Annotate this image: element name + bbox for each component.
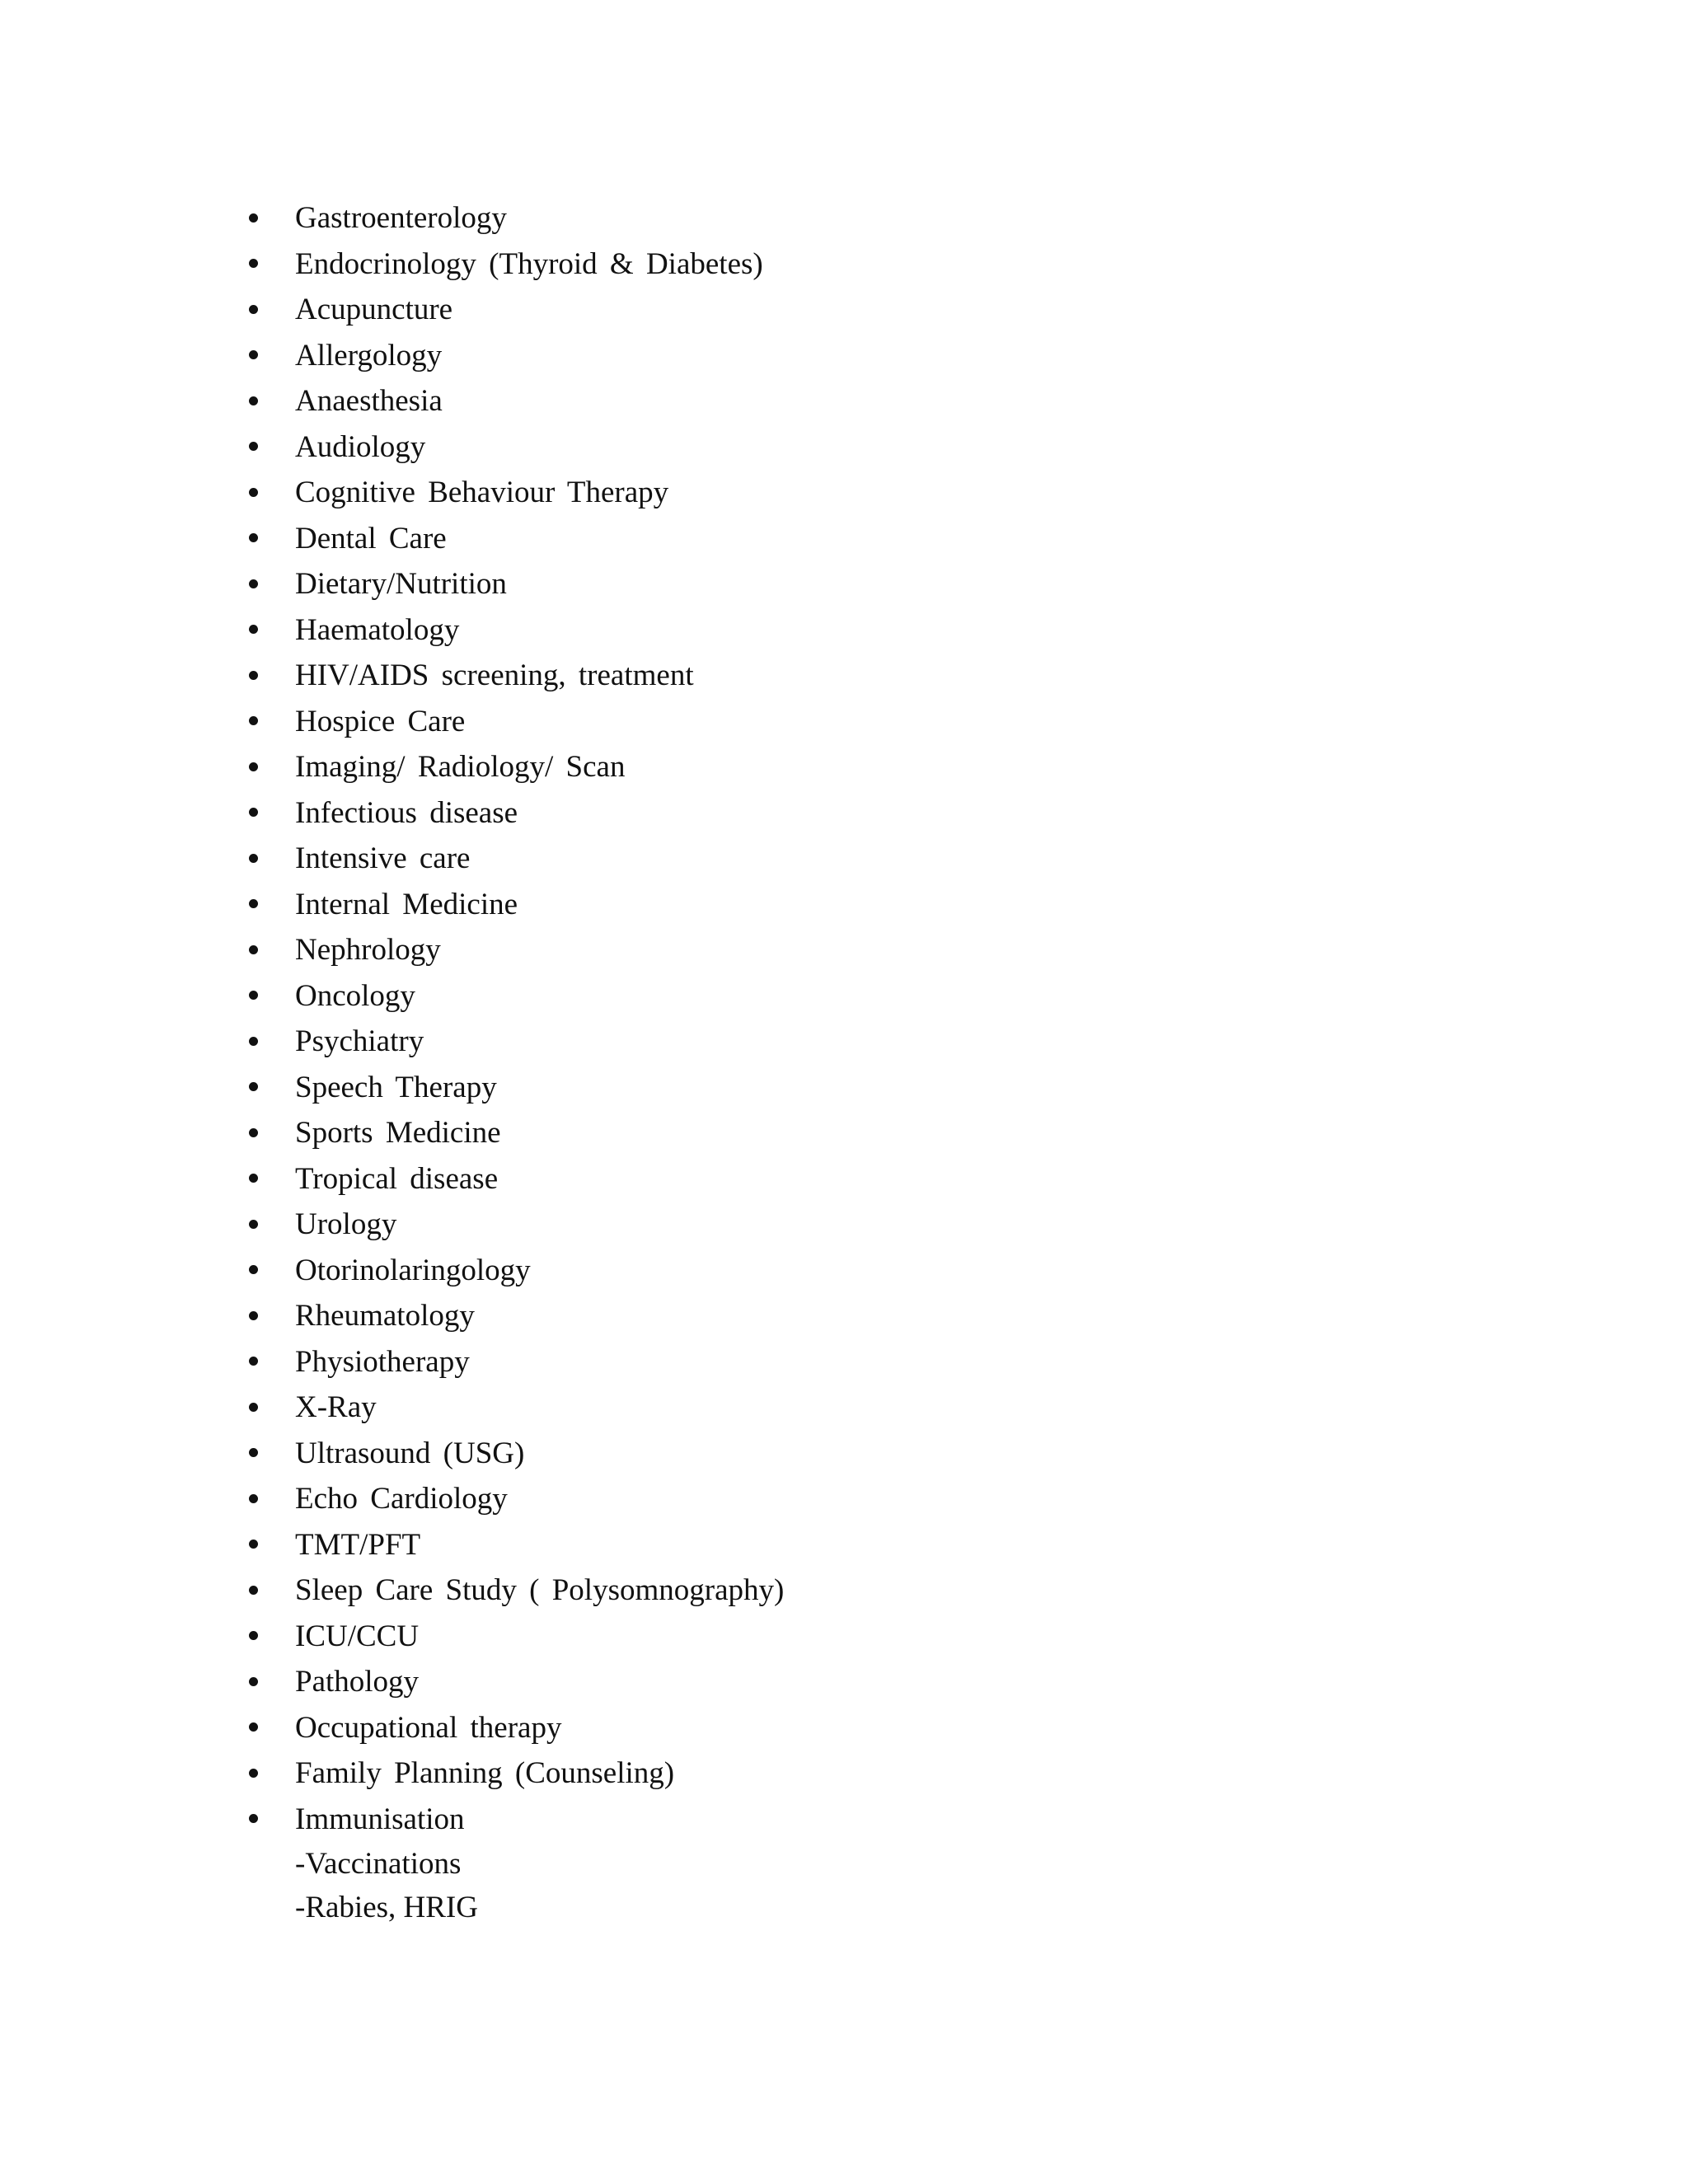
list-item xyxy=(241,1431,784,1477)
service-label: Urology xyxy=(295,1207,397,1241)
service-label: Dietary/Nutrition xyxy=(295,567,507,601)
list-item xyxy=(241,790,784,837)
bullet-icon xyxy=(249,671,258,680)
list-item xyxy=(241,1248,784,1294)
service-label: Otorinolaringology xyxy=(295,1253,531,1287)
service-label: Hospice Care xyxy=(295,704,466,738)
service-label: Physiotherapy xyxy=(295,1344,470,1379)
bullet-icon xyxy=(249,533,258,542)
sub-list-item: -Vaccinations xyxy=(295,1847,462,1881)
bullet-icon xyxy=(249,213,258,223)
list-item xyxy=(241,1156,784,1202)
bullet-icon xyxy=(249,579,258,588)
list-item xyxy=(241,516,784,562)
list-item xyxy=(241,333,784,379)
bullet-icon xyxy=(249,1814,258,1823)
bullet-icon xyxy=(249,1128,258,1137)
service-label: Acupuncture xyxy=(295,293,453,326)
list-item xyxy=(241,1750,784,1797)
bullet-icon xyxy=(249,1403,258,1412)
list-item xyxy=(241,378,784,424)
bullet-icon xyxy=(249,1769,258,1778)
bullet-icon xyxy=(249,350,258,359)
list-item xyxy=(241,653,784,699)
list-item xyxy=(241,470,784,516)
bullet-icon xyxy=(249,762,258,771)
service-label: Pathology xyxy=(295,1665,420,1699)
service-label: Imaging/ Radiology/ Scan xyxy=(295,750,626,784)
bullet-icon xyxy=(249,1540,258,1549)
service-label: Allergology xyxy=(295,338,443,373)
service-label: Infectious disease xyxy=(295,795,518,830)
list-item xyxy=(241,1339,784,1385)
service-label: Immunisation xyxy=(295,1802,465,1836)
list-item xyxy=(241,1522,784,1568)
service-label: Sleep Care Study ( Polysomnography) xyxy=(295,1573,785,1607)
service-label: Ultrasound (USG) xyxy=(295,1436,525,1470)
list-item xyxy=(241,561,784,607)
bullet-icon xyxy=(249,396,258,405)
service-label: Family Planning (Counseling) xyxy=(295,1756,675,1790)
service-label: X-Ray xyxy=(295,1390,377,1424)
bullet-icon xyxy=(249,1677,258,1686)
bullet-icon xyxy=(249,991,258,1000)
service-label: ICU/CCU xyxy=(295,1619,420,1653)
list-item xyxy=(241,836,784,882)
list-item xyxy=(241,1019,784,1065)
service-label: Endocrinology (Thyroid & Diabetes) xyxy=(295,246,763,281)
bullet-icon xyxy=(249,259,258,268)
list-item xyxy=(241,1293,784,1339)
service-label: Internal Medicine xyxy=(295,887,518,921)
list-item xyxy=(241,1110,784,1156)
service-label: Tropical disease xyxy=(295,1161,499,1196)
list-item xyxy=(241,882,784,928)
service-label: Oncology xyxy=(295,978,415,1013)
bullet-icon xyxy=(249,1174,258,1183)
bullet-icon xyxy=(249,1586,258,1595)
list-item xyxy=(241,973,784,1019)
list-item xyxy=(241,1065,784,1111)
service-label: Dental Care xyxy=(295,521,447,555)
services-list xyxy=(241,195,784,1842)
service-label: Rheumatology xyxy=(295,1299,475,1333)
service-label: TMT/PFT xyxy=(295,1527,421,1562)
list-item xyxy=(241,1202,784,1248)
service-label: Psychiatry xyxy=(295,1024,424,1058)
service-label: Occupational therapy xyxy=(295,1710,562,1745)
service-label: Anaesthesia xyxy=(295,384,443,418)
list-item xyxy=(241,1385,784,1431)
service-label: Sports Medicine xyxy=(295,1116,501,1150)
service-label: Audiology xyxy=(295,429,426,464)
list-item xyxy=(241,699,784,745)
bullet-icon xyxy=(249,808,258,817)
bullet-icon xyxy=(249,1631,258,1640)
service-label: Haematology xyxy=(295,612,460,647)
bullet-icon xyxy=(249,1494,258,1503)
list-item xyxy=(241,1568,784,1614)
bullet-icon xyxy=(249,1311,258,1320)
bullet-icon xyxy=(249,1448,258,1457)
list-item xyxy=(241,1659,784,1705)
list-item xyxy=(241,424,784,471)
service-label: Speech Therapy xyxy=(295,1070,497,1104)
service-label: Intensive care xyxy=(295,841,471,875)
list-item xyxy=(241,241,784,288)
list-item xyxy=(241,195,784,241)
bullet-icon xyxy=(249,305,258,314)
bullet-icon xyxy=(249,1722,258,1732)
list-item xyxy=(241,744,784,790)
bullet-icon xyxy=(249,716,258,725)
list-item xyxy=(241,607,784,654)
service-label: Echo Cardiology xyxy=(295,1482,508,1516)
bullet-icon xyxy=(249,1037,258,1046)
list-item xyxy=(241,1614,784,1660)
immunisation-sub-list xyxy=(241,1842,478,1929)
bullet-icon xyxy=(249,1082,258,1091)
bullet-icon xyxy=(249,1220,258,1229)
service-label: Gastroenterology xyxy=(295,201,507,235)
bullet-icon xyxy=(249,625,258,634)
service-label: Cognitive Behaviour Therapy xyxy=(295,476,669,509)
bullet-icon xyxy=(249,854,258,863)
bullet-icon xyxy=(249,899,258,908)
service-label: Nephrology xyxy=(295,933,441,967)
list-item xyxy=(241,1797,784,1843)
service-label: HIV/AIDS screening, treatment xyxy=(295,658,694,692)
list-item xyxy=(241,1476,784,1522)
bullet-icon xyxy=(249,1265,258,1274)
bullet-icon xyxy=(249,442,258,451)
bullet-icon xyxy=(249,488,258,497)
list-item xyxy=(241,287,784,333)
list-item xyxy=(241,927,784,973)
list-item xyxy=(241,1705,784,1751)
bullet-icon xyxy=(249,945,258,954)
sub-list-item: -Rabies, HRIG xyxy=(295,1891,478,1924)
bullet-icon xyxy=(249,1357,258,1366)
